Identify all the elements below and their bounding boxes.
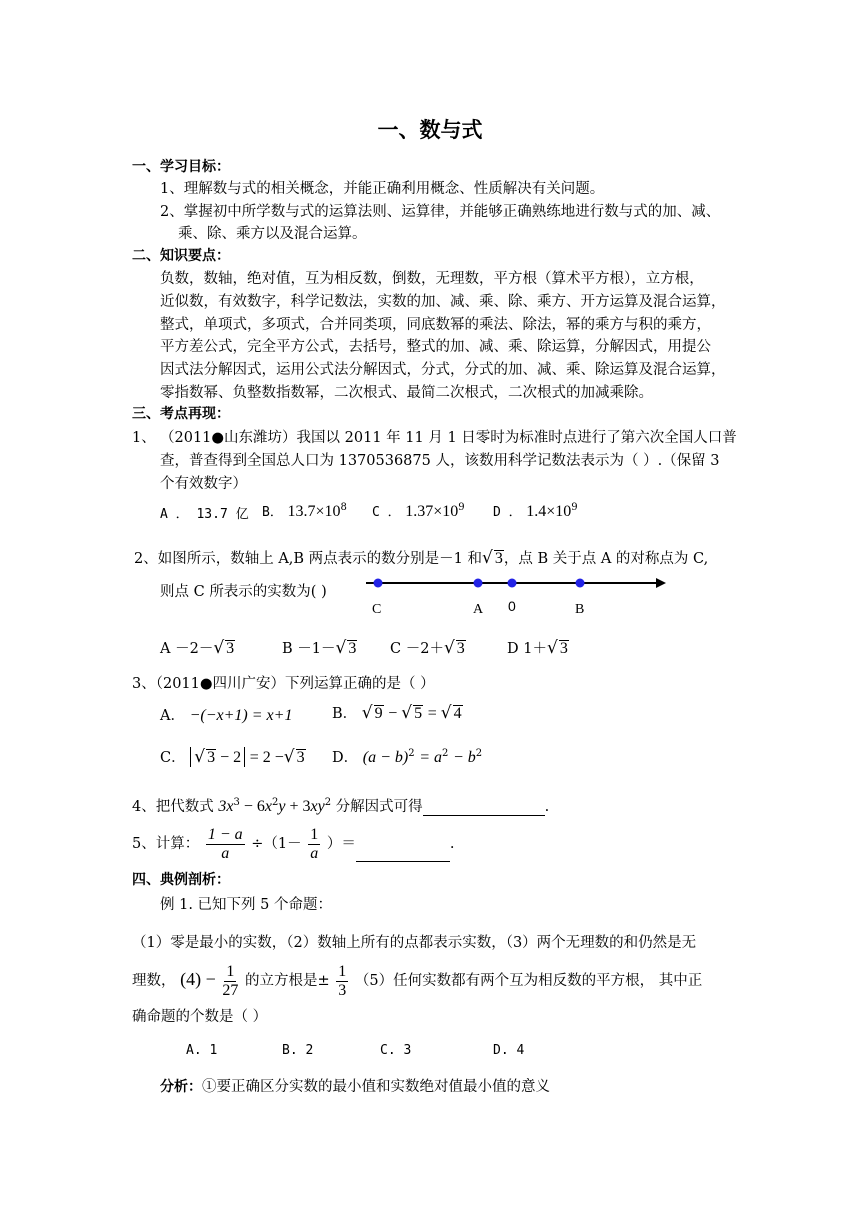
number-line-figure (360, 570, 670, 618)
question-3-line: 3、（2011●四川广安）下列运算正确的是（ ） (132, 676, 435, 692)
question-1-option-c: C ． $1.37\times 10^9$ (372, 502, 465, 520)
key-points-line: 负数，数轴，绝对值，互为相反数，倒数，无理数，平方根（算术平方根），立方根， (160, 271, 704, 287)
section-heading-exam-points: 三、考点再现： (132, 406, 230, 422)
key-points-line: 整式，单项式，多项式，合并同类项，同底数幂的乘法、除法，幂的乘方与积的乘方， (160, 317, 711, 333)
number-line-arrow (656, 578, 666, 588)
answer-blank[interactable] (423, 799, 545, 816)
example-1-intro: 例 1. 已知下列 5 个命题： (160, 897, 332, 913)
question-3-option-c: C． √ 3 − 2 = 2 −√ 3 (160, 747, 305, 767)
question-2-line: 2、如图所示，数轴上 A,B 两点表示的数分别是－1 和√ 3，点 B 关于点 A 的对称点为 C, (134, 548, 709, 568)
section-heading-examples: 四、典例剖析： (132, 872, 230, 888)
question-5-line: 5、计算： $\frac{1 - a}{a}$ ÷（1－ $\frac{1}{a}$ ）＝ . (132, 826, 455, 862)
question-3-option-b: B． √ 9 − √ 5 = √ 4 (332, 703, 462, 723)
question-number-1: 1、 (132, 430, 156, 446)
question-1-option-b: B． $13.7\times 10^8$ (262, 502, 347, 520)
goal-item-1: 1、理解数与式的相关概念，并能正确利用概念、性质解决有关问题。 (160, 181, 605, 197)
example-1-option-d: D. 4 (493, 1043, 525, 1058)
key-points-line: 零指数幂、负整数指数幂，二次根式、最简二次根式，二次根式的加减乘除。 (160, 385, 653, 401)
label-zero: 0 (508, 598, 516, 614)
point-c (374, 579, 383, 588)
section-heading-key-points: 二、知识要点： (132, 248, 230, 264)
question-1-line: 个有效数字） (160, 476, 247, 492)
key-points-line: 平方差公式，完全平方公式，去括号，整式的加、减、乘、除运算，分解因式，用提公 (160, 339, 711, 355)
question-2-option-b: B －1－√ 3 (282, 638, 357, 658)
analysis-label: 分析： (160, 1079, 202, 1095)
page-title: 一、数与式 (377, 118, 483, 142)
question-1-option-a: A ． 13.7 亿 (160, 507, 249, 522)
point-b (576, 579, 585, 588)
question-2-line: 则点 C 所表示的实数为( ) (160, 584, 327, 600)
question-1-line: （2011●山东潍坊）我国以 2011 年 11 月 1 日零时为标准时点进行了第六次全国人口普 (160, 430, 737, 446)
question-2-option-a: A －2－√ 3 (160, 638, 235, 658)
example-1-line: 理数， (4) − $\frac{1}{27}$ 的立方根是± $\frac{1}{3}$ （5）任何实数都有两个互为相反数的平方根， 其中正 (132, 963, 703, 999)
example-1-line: 确命题的个数是（ ） (132, 1009, 268, 1025)
label-c: C (372, 602, 382, 617)
key-points-line: 因式法分解因式，运用公式法分解因式，分式，分式的加、减、乘、除运算及混合运算， (160, 362, 726, 378)
question-1-option-d: D ． $1.4\times 10^9$ (493, 502, 578, 520)
analysis-line: 分析：①要正确区分实数的最小值和实数绝对值最小值的意义 (160, 1079, 550, 1095)
goal-item-2: 2、掌握初中所学数与式的运算法则、运算律，并能够正确熟练地进行数与式的加、减、 (160, 204, 721, 220)
goal-item-2-cont: 乘、除、乘方以及混合运算。 (178, 226, 367, 242)
question-1-line: 查，普查得到全国总人口为 1370536875 人，该数用科学记数法表示为（ ）.（保留 3 (160, 453, 720, 469)
question-3-option-a: A． −(−x+1) = x+1 (160, 707, 293, 724)
section-heading-goals: 一、学习目标： (132, 159, 230, 175)
question-2-option-c: C －2＋√ 3 (390, 638, 465, 658)
label-b: B (575, 602, 585, 617)
key-points-line: 近似数，有效数字，科学记数法，实数的加、减、乘、除、乘方、开方运算及混合运算， (160, 294, 726, 310)
question-2-option-d: D 1＋√ 3 (507, 638, 568, 658)
example-1-option-b: B. 2 (282, 1043, 314, 1058)
label-a: A (473, 602, 484, 617)
question-3-option-d: D． $(a - b)^2 = a^2 - b^2$ (332, 748, 483, 766)
example-1-line: （1）零是最小的实数，（2）数轴上所有的点都表示实数，（3）两个无理数的和仍然是无 (132, 935, 697, 951)
example-1-option-c: C. 3 (380, 1043, 412, 1058)
example-1-option-a: A. 1 (186, 1043, 218, 1058)
point-a (474, 579, 483, 588)
point-origin (508, 579, 517, 588)
question-4-line: 4、把代数式 $3x^3 - 6x^2y + 3xy^2$ 分解因式可得 . (132, 797, 550, 815)
answer-blank[interactable] (356, 845, 450, 862)
